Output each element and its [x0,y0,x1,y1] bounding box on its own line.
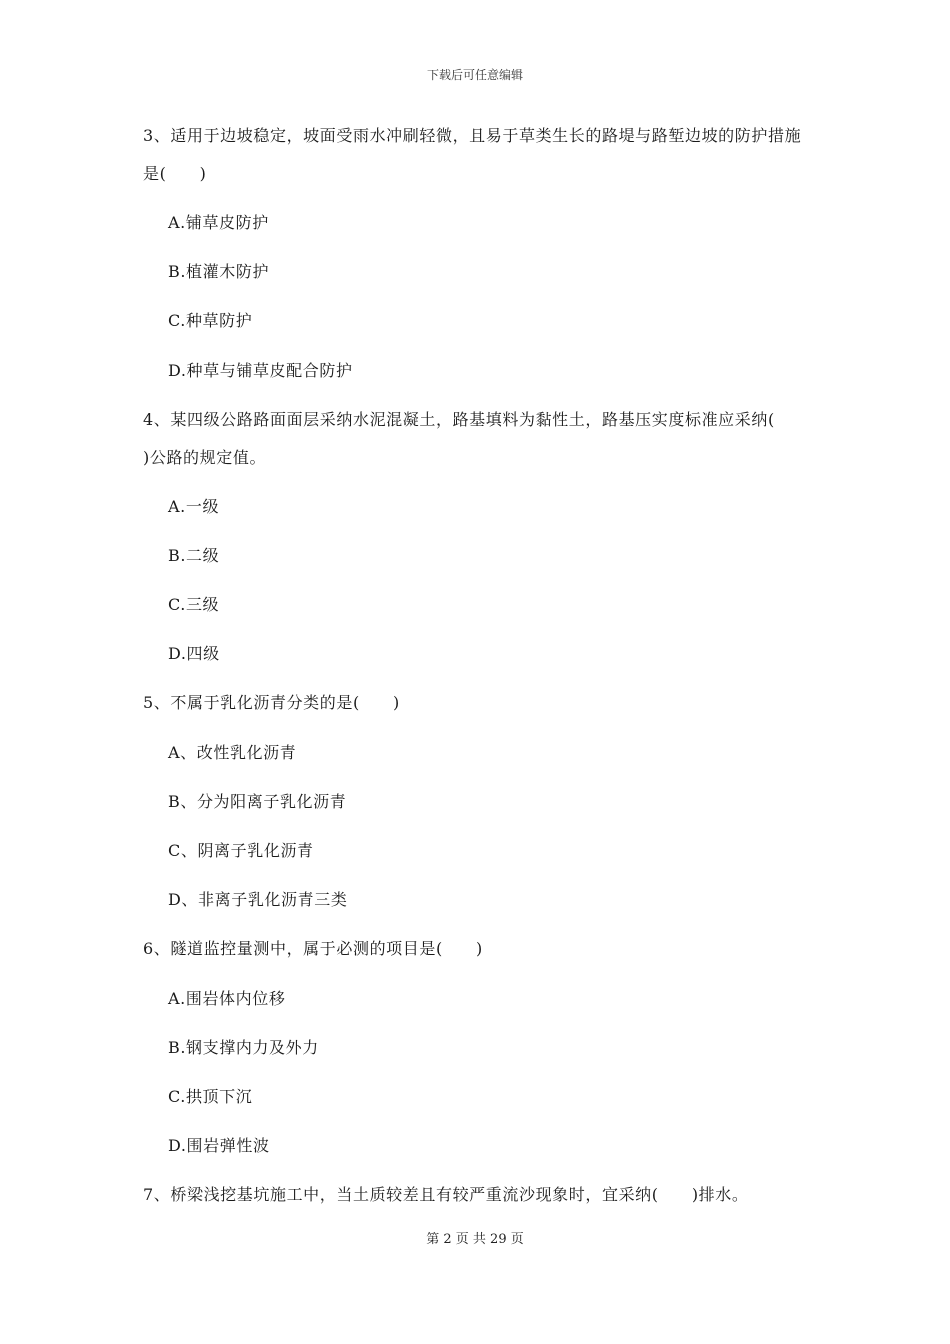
question-6-option-d: D.围岩弹性波 [168,1136,270,1155]
question-7-stem: 7、桥梁浅挖基坑施工中，当土质较差且有较严重流沙现象时，宜采纳( )排水。 [143,1185,749,1204]
question-4-option-d: D.四级 [168,644,220,663]
question-4-stem-line-1: 4、某四级公路路面面层采纳水泥混凝土，路基填料为黏性土，路基压实度标准应采纳( [143,410,775,429]
question-4-option-b: B.二级 [168,546,220,565]
question-6-option-c: C.拱顶下沉 [168,1087,253,1106]
question-3-stem-line-2: 是( ) [143,164,207,183]
question-3-stem-line-1: 3、适用于边坡稳定，坡面受雨水冲刷轻微，且易于草类生长的路堤与路堑边坡的防护措施 [143,126,802,145]
page-footer: 第 2 页 共 29 页 [426,1232,524,1247]
question-5-option-d: D、非离子乳化沥青三类 [168,890,348,909]
question-6-option-a: A.围岩体内位移 [168,989,286,1008]
question-5-option-a: A、改性乳化沥青 [168,743,297,762]
question-6-stem: 6、隧道监控量测中，属于必测的项目是( ) [143,939,483,958]
question-3-option-d: D.种草与铺草皮配合防护 [168,361,353,380]
question-4-stem-line-2: )公路的规定值。 [143,448,267,467]
page-header: 下载后可任意编辑 [426,68,523,82]
question-3-option-c: C.种草防护 [168,311,253,330]
question-5-option-b: B、分为阳离子乳化沥青 [168,792,347,811]
question-3-option-b: B.植灌木防护 [168,262,270,281]
question-6-option-b: B.钢支撑内力及外力 [168,1038,319,1057]
question-3-option-a: A.铺草皮防护 [168,213,269,232]
question-4-option-c: C.三级 [168,595,220,614]
question-5-stem: 5、不属于乳化沥青分类的是( ) [143,693,400,712]
question-4-option-a: A.一级 [168,497,220,516]
question-5-option-c: C、阴离子乳化沥青 [168,841,314,860]
